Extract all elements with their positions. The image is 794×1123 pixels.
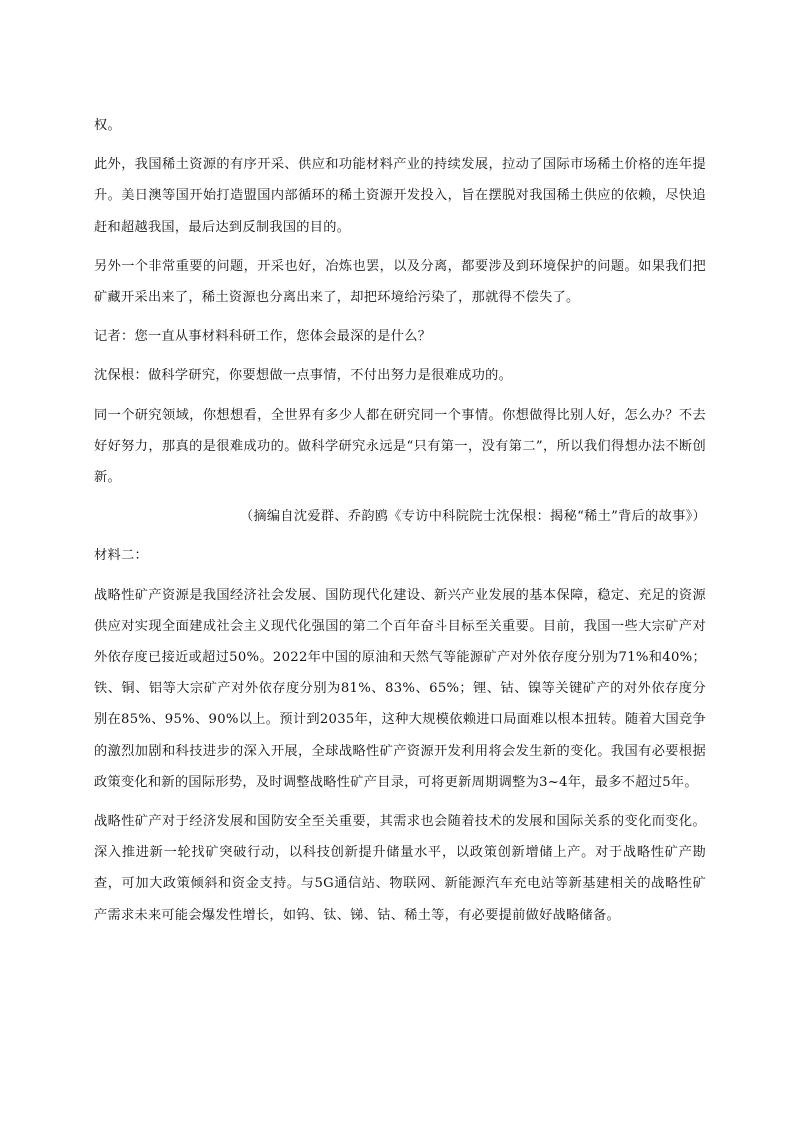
paragraph-innovation: 同一个研究领域，你想想看，全世界有多少人都在研究同一个事情。你想做得比别人好，怎么办？不去好好努力，那真的是很难成功的。做科学研究永远是“只有第一，没有第二”，所以我们得想办法不断创新。 <box>94 407 706 486</box>
article-body <box>94 110 706 931</box>
paragraph-strategic-minerals: 战略性矿产资源是我国经济社会发展、国防现代化建设、新兴产业发展的基本保障，稳定、充足的资源供应对实现全面建成社会主义现代化强国的第二个百年奋斗目标至关重要。目前，我国一些大宗矿产对外依存度已接近或超过50%。2022年中国的原油和天然气等能源矿产对外依存度分别为71%和40%；铁、铜、铝等大宗矿产对外依存度分别为81%、83%、65%；锂、钴、镍等关键矿产的对外依存度分别在85%、95%、90%以上。预计到2035年，这种大规模依赖进口局面难以根本扭转。随着大国竞争的激烈加剧和科技进步的深入开展，全球战略性矿产资源开发利用将会发生新的变化。我国有必要根据政策变化和新的国际形势，及时调整战略性矿产目录，可将更新周期调整为3~4年，最多不超过5年。 <box>94 587 706 790</box>
paragraph-rare-earth-prices: 此外，我国稀土资源的有序开采、供应和功能材料产业的持续发展，拉动了国际市场稀土价格的连年提升。美日澳等国开始打造盟国内部循环的稀土资源开发投入，旨在摆脱对我国稀土供应的依赖，尽快追赶和超越我国，最后达到反制我国的目的。 <box>94 157 706 235</box>
material-two-label: 材料二： <box>94 548 148 564</box>
article-source: （摘编自沈爱群、乔韵鸥《专访中科院院士沈保根：揭秘“稀土”背后的故事》） <box>239 509 706 525</box>
paragraph-reporter-question: 记者：您一直从事材料科研工作，您体会最深的是什么？ <box>94 329 432 345</box>
paragraph-strategic-reserves: 战略性矿产对于经济发展和国防安全至关重要，其需求也会随着技术的发展和国际关系的变化而变化。深入推进新一轮找矿突破行动，以科技创新提升储量水平，以政策创新增储上产。对于战略性矿产勘查，可加大政策倾斜和资金支持。与5G通信站、物联网、新能源汽车充电站等新基建相关的战略性矿产需求未来可能会爆发性增长，如钨、钛、锑、钴、稀土等，有必要提前做好战略储备。 <box>94 814 706 923</box>
paragraph-continuation: 权。 <box>94 118 121 133</box>
paragraph-shen-answer: 沈保根：做科学研究，你要想做一点事情，不付出努力是很难成功的。 <box>94 368 513 384</box>
paragraph-environment: 另外一个非常重要的问题，开采也好，冶炼也罢，以及分离，都要涉及到环境保护的问题。如果我们把矿藏开采出来了，稀土资源也分离出来了，却把环境给污染了，那就得不偿失了。 <box>94 258 706 306</box>
